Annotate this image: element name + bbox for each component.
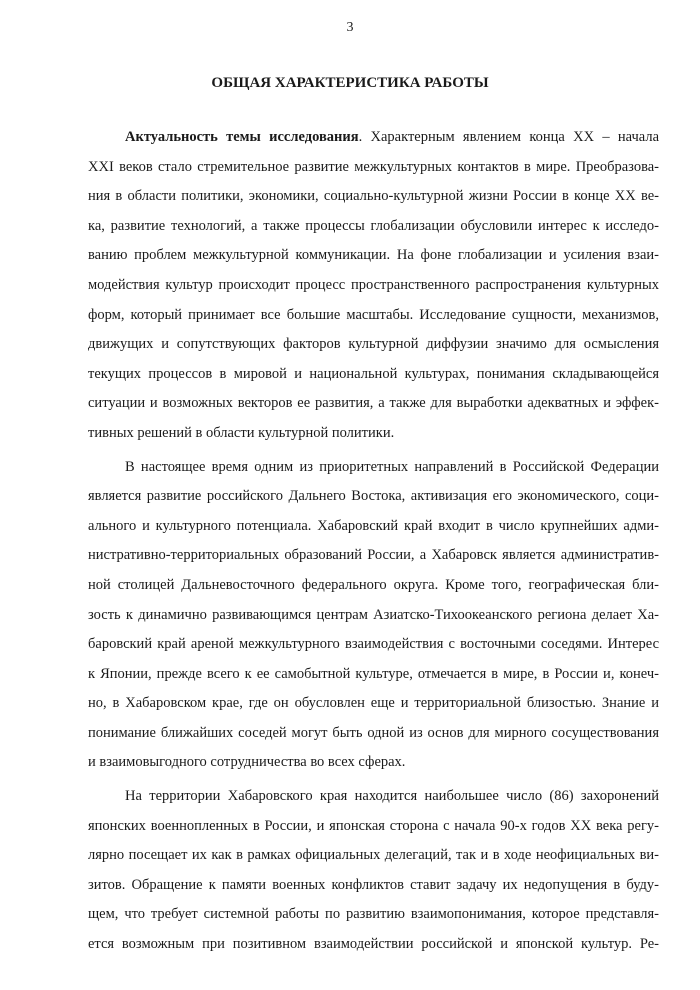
paragraph-line: зость к динамично развивающимся центрам Азиатско-Тихоокеанского региона делает Ха- <box>88 606 659 623</box>
line-text: . Характерным явлением конца XX – начала <box>358 129 660 145</box>
paragraph-line: модействия культур происходит процесс пространственного распространения культурных <box>88 276 659 293</box>
paragraph-line: ванию проблем межкультурной коммуникации. На фоне глобализации и усиления взаи- <box>88 247 659 264</box>
page-number: 3 <box>346 20 354 35</box>
paragraph-line: зитов. Обращение к памяти военных конфликтов ставит задачу их недопущения в буду- <box>88 876 659 893</box>
paragraph-line: нистративно-территориальных образований России, а Хабаровск является административ- <box>88 547 659 564</box>
paragraph-line: В настоящее время одним из приоритетных направлений в Российской Федерации <box>125 458 659 475</box>
paragraph-line <box>88 123 659 153</box>
paragraph-line: тивных решений в области культурной политики. <box>88 424 395 441</box>
paragraph-line: но, в Хабаровском крае, где он обусловлен еще и территориальной близостью. Знание и <box>88 695 659 712</box>
paragraph-line: понимание ближайших соседей могут быть одной из основ для мирного сосуществования <box>88 724 659 741</box>
paragraph-line: ется возможным при позитивном взаимодействии российской и японской культур. Ре- <box>88 936 659 953</box>
paragraph-line: баровский край ареной межкультурного взаимодействия с восточными соседями. Интерес <box>88 636 659 653</box>
paragraph-line: лярно посещает их как в рамках официальных делегаций, так и в ходе неофициальных ви- <box>88 847 659 864</box>
paragraph-line: ситуации и возможных векторов ее развития, а также для выработки адекватных и эффек- <box>88 395 659 412</box>
paragraph-line: является развитие российского Дальнего Востока, активизация его экономического, соци- <box>88 488 659 505</box>
paragraph-line: текущих процессов в мировой и национальной культурах, понимания складывающейся <box>88 365 659 382</box>
paragraph-line: На территории Хабаровского края находится наибольшее число (86) захоронений <box>125 788 659 805</box>
body-text <box>88 123 659 960</box>
paragraph-line: к Японии, прежде всего к ее самобытной культуре, отмечается в мире, в России и, конеч- <box>88 665 659 682</box>
paragraph-line: форм, который принимает все большие масштабы. Исследование сущности, механизмов, <box>88 306 659 323</box>
paragraph-burials <box>88 782 659 960</box>
paragraph-line: XXI веков стало стремительное развитие межкультурных контактов в мире. Преобразова- <box>88 158 659 175</box>
paragraph-line: ка, развитие технологий, а также процессы глобализации обусловили интерес к исследо- <box>88 217 659 234</box>
paragraph-line: ального и культурного потенциала. Хабаровский край входит в число крупнейших адми- <box>88 517 659 534</box>
relevance-lead: Актуальность темы исследования <box>125 129 359 145</box>
paragraph-line: щем, что требует системной работы по развитию взаимопонимания, которое представля- <box>88 906 659 923</box>
paragraph-line: японских военнопленных в России, и японская сторона с начала 90-х годов XX века регу- <box>88 817 659 834</box>
paragraph-line: ния в области политики, экономики, социально-культурной жизни России в конце XX ве- <box>88 188 659 205</box>
paragraph-relevance <box>88 123 659 449</box>
paragraph-far-east <box>88 453 659 779</box>
paragraph-line: ной столицей Дальневосточного федерального округа. Кроме того, географическая бли- <box>88 576 659 593</box>
paragraph-line: и взаимовыгодного сотрудничества во всех сферах. <box>88 754 406 771</box>
section-heading: ОБЩАЯ ХАРАКТЕРИСТИКА РАБОТЫ <box>211 75 489 91</box>
paragraph-line: движущих и сопутствующих факторов культурной диффузии значимо для осмысления <box>88 336 659 353</box>
